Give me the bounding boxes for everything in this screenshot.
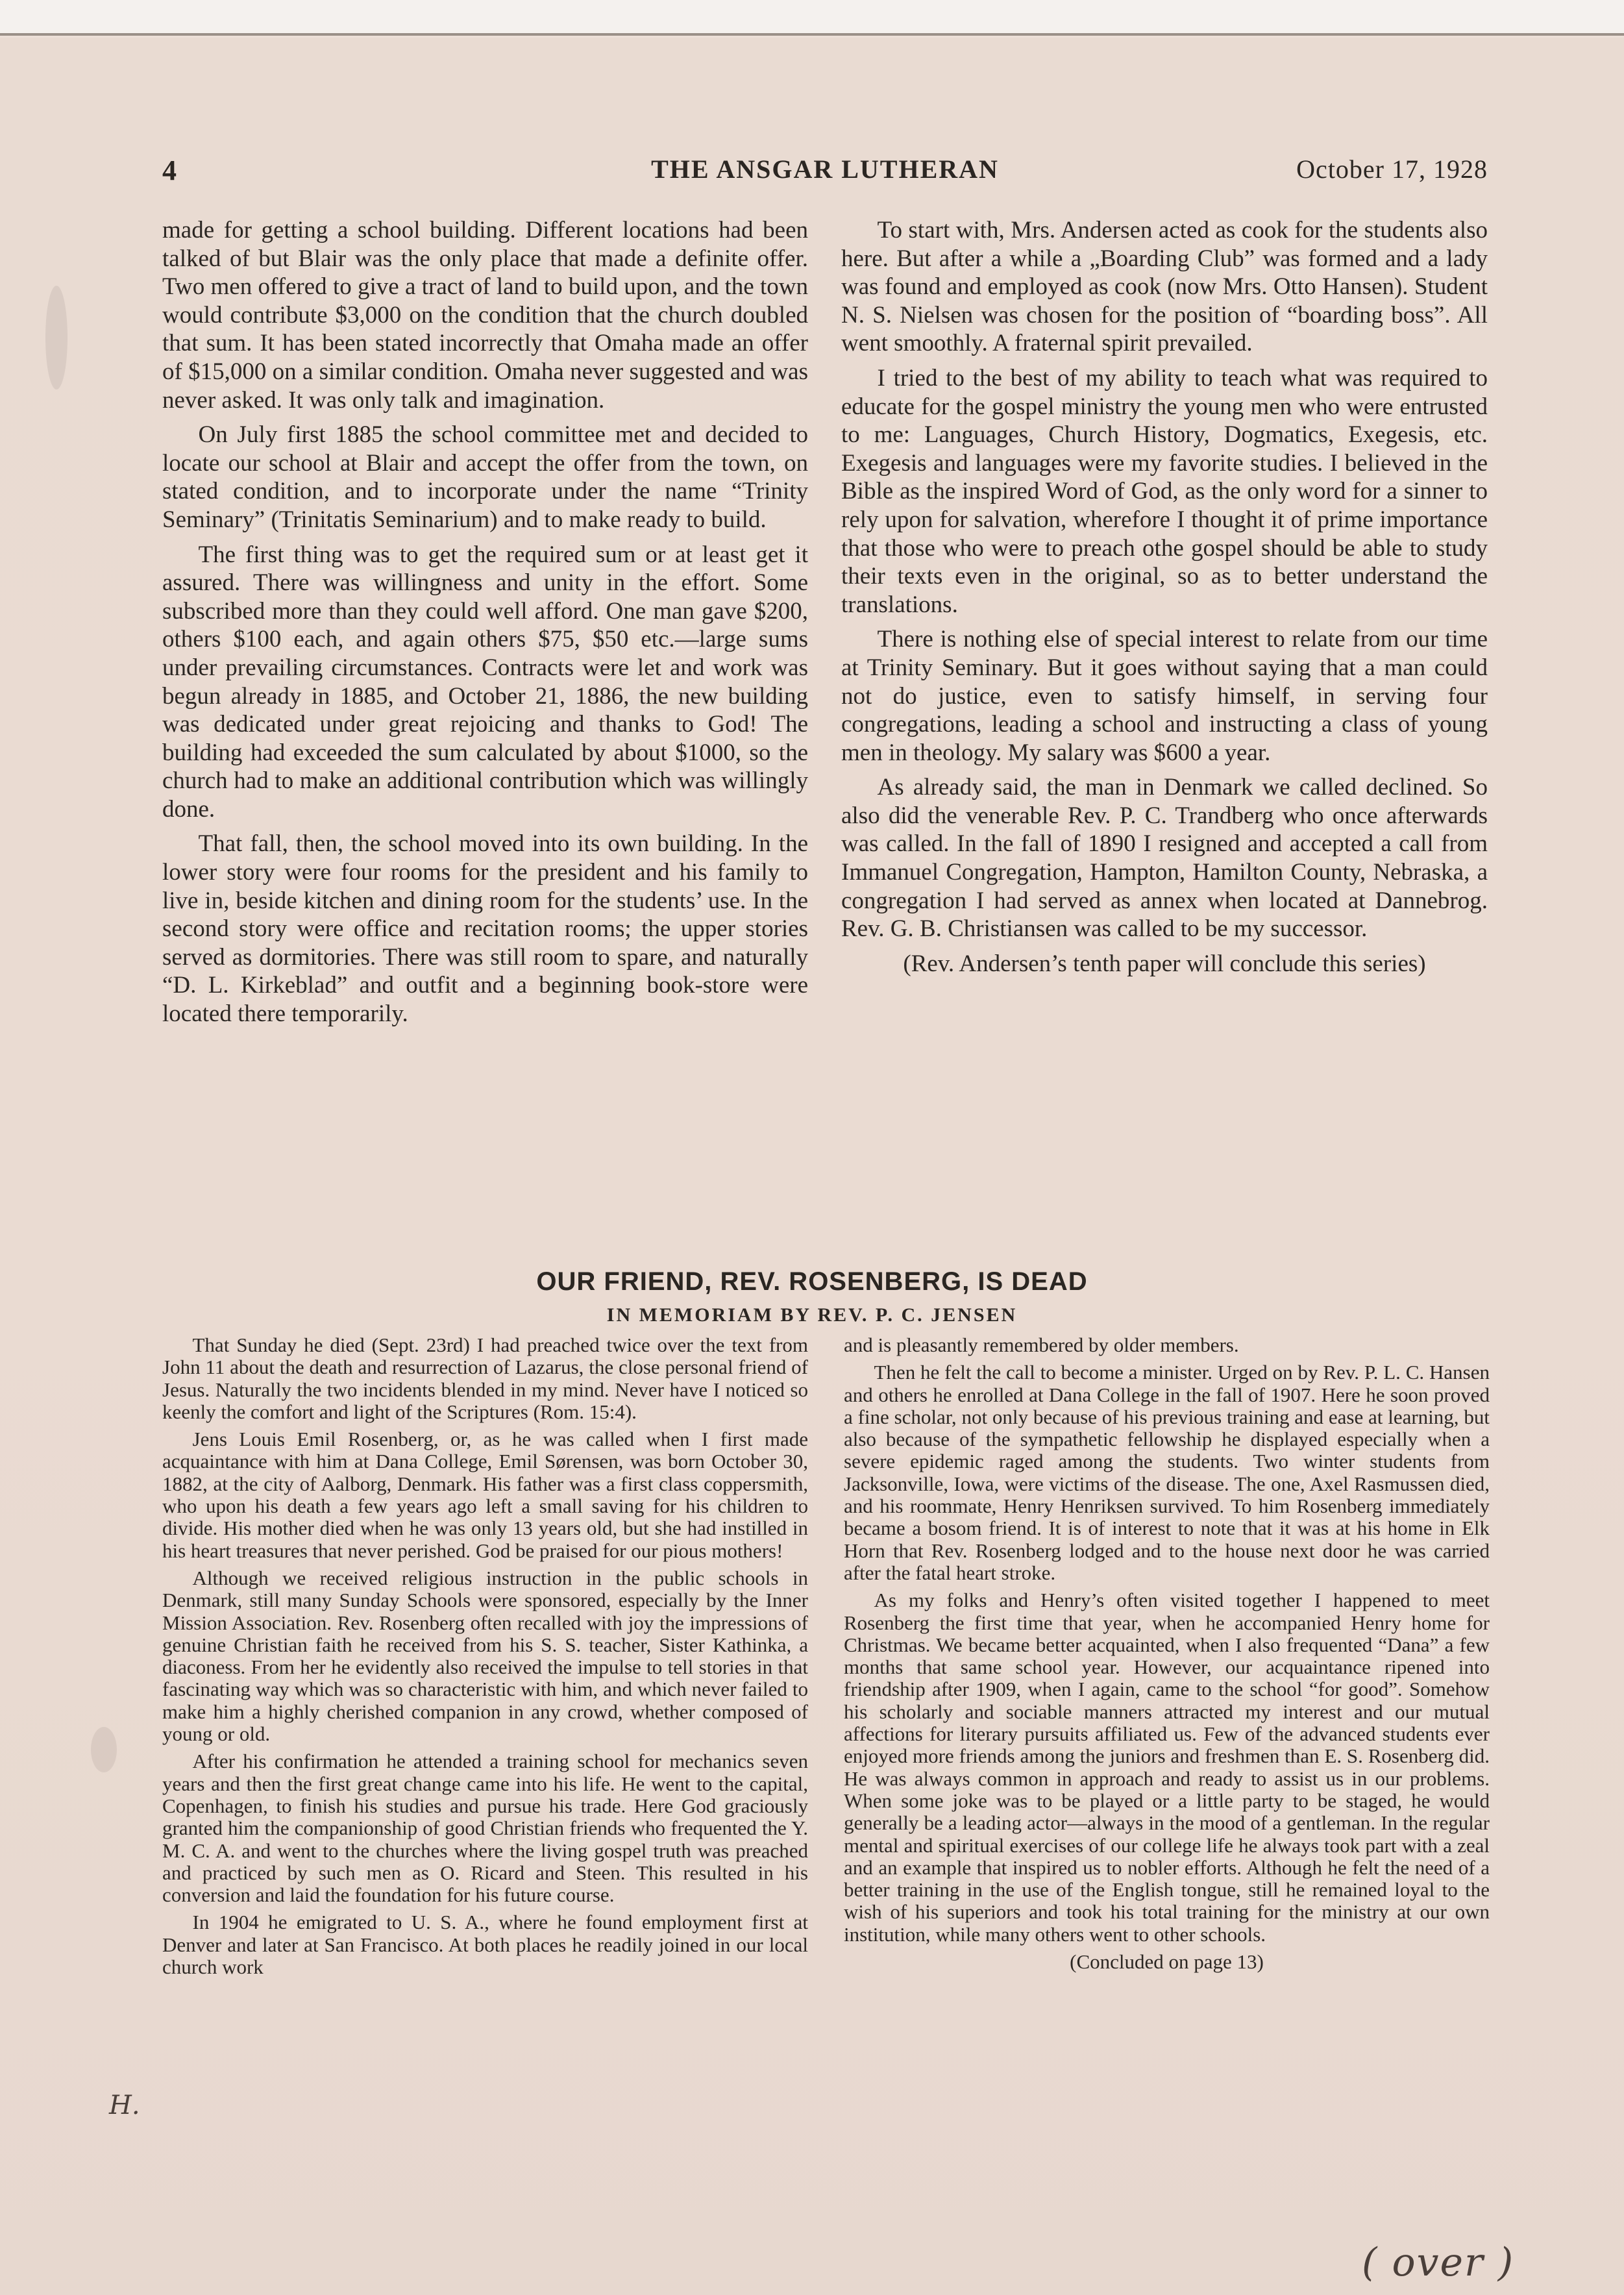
paragraph: As my folks and Henry’s often visited together I happened to meet Rosenberg the first time that year, when he accompanied Henry home for Christmas. We became better acquainted, when I also frequented “Dana” a few months that same school year. However, our acquaintance ripened into friendship after 1909, when I again, came to the school “for good”. Somehow his scholarly and sociable manners attracted my interest and our mutual affections for literary pursuits affiliated us. Few of the advanced students ever enjoyed more friends among the juniors and freshmen than E. S. Rosenberg did. He was always common in approach and ready to assist us in our problems. When some joke was to be played or a little party to be staged, he would generally be a leading actor—always in the mood of a gentleman. In the regular mental and spiritual exercises of our college life he always took part with a zeal and an example that inspired us to nobler efforts. Although he felt the need of a better training in the use of the English tongue, still he remained loyal to the wish of his superiors and took his total training for the ministry at our own institution, while many others went to other schools. <box>844 1589 1490 1946</box>
article-left-column <box>162 1334 808 1983</box>
paragraph: That Sunday he died (Sept. 23rd) I had preached twice over the text from John 11 about the death and resurrection of Lazarus, the close personal friend of Jesus. Naturally the two incidents blended in my mind. Never have I noticed so keenly the comfort and light of the Scriptures (Rom. 15:4). <box>162 1334 808 1423</box>
paragraph: There is nothing else of special interest to relate from our time at Trinity Seminary. But it goes without saying that a man could not do justice, even to satisfy himself, in serving four congregations, leading a school and instructing a class of young men in theology. My salary was $600 a year. <box>841 626 1488 766</box>
paper-stain <box>45 286 68 390</box>
article-byline: IN MEMORIAM BY REV. P. C. JENSEN <box>606 1304 1018 1326</box>
paragraph: After his confirmation he attended a training school for mechanics seven years and then the first great change came into his life. He went to the capital, Copenhagen, to finish his studies and pursue his trade. Here God graciously granted him the companionship of good Christian friends who frequented the Y. M. C. A. and went to the churches where the living gospel truth was preached and practiced by such men as O. Ricard and Steen. This resulted in his conversion and laid the foundation for his future course. <box>162 1750 808 1907</box>
upper-left-column <box>162 216 808 1035</box>
article-title: OUR FRIEND, REV. ROSENBERG, IS DEAD <box>536 1267 1088 1296</box>
paragraph: As already said, the man in Denmark we called declined. So also did the venerable Rev. P. C. Trandberg who once afterwards was called. In the fall of 1890 I resigned and accepted a call from Immanuel Congregation, Hampton, Hamilton County, Nebraska, a congregation I had served as annex when located at Dannebrog. Rev. G. B. Christiansen was called to be my successor. <box>841 774 1488 943</box>
paragraph: Jens Louis Emil Rosenberg, or, as he was called when I first made acquaintance with him at Dana College, Emil Sørensen, was born October 30, 1882, at the city of Aalborg, Denmark. His father was a first class coppersmith, who upon his death a few years ago left a small saving for his children to divide. His mother died when he was only 13 years old, but she had instilled in his heart treasures that never perished. God be praised for our pious mothers! <box>162 1428 808 1562</box>
page-header <box>162 154 1488 193</box>
paragraph: Although we received religious instruction in the public schools in Denmark, still many Sunday Schools were sponsored, especially by the Inner Mission Association. Rev. Rosenberg often recalled with joy the impressions of genuine Christian faith he received from his S. S. teacher, Sister Kathinka, a diaconess. From her he evidently also received the impulse to tell stories in that fascinating way which was so characteristic with him, and which never failed to make him a highly cherished companion in any crowd, whether composed of young or old. <box>162 1566 808 1746</box>
paragraph: That fall, then, the school moved into its own building. In the lower story were four rooms for the president and his family to live in, beside kitchen and dining room for the students’ use. In the second story were office and recitation rooms; the upper stories served as dormitories. There was still room to spare, and naturally “D. L. Kirkeblad” and outfit and a beginning book-store were located there temporarily. <box>162 830 808 1028</box>
scan-top-strip <box>0 0 1624 36</box>
paragraph: In 1904 he emigrated to U. S. A., where he found employment first at Denver and later at San Francisco. At both places he readily joined in our local church work <box>162 1911 808 1979</box>
series-note: (Rev. Andersen’s tenth paper will conclude this series) <box>903 950 1426 977</box>
paragraph: To start with, Mrs. Andersen acted as cook for the students also here. But after a while a „Boarding Club” was formed and a lady was found and employed as cook (now Mrs. Otto Hansen). Student N. S. Nielsen was chosen for the position of “boarding boss”. All went smoothly. A fraternal spirit prevailed. <box>841 217 1488 357</box>
paragraph: made for getting a school building. Different locations had been talked of but Blair was the only place that made a definite offer. Two men offered to give a tract of land to build upon, and the town would contribute $3,000 on the condition that the church doubled that sum. It has been stated incorrectly that Omaha made an offer of $15,000 on a similar condition. Omaha never suggested and was never asked. It was only talk and imagination. <box>162 217 808 414</box>
upper-right-column <box>841 216 1488 984</box>
paragraph: On July first 1885 the school committee met and decided to locate our school at Blair and accept the offer from the town, on stated condition, and to incorporate under the name “Trinity Seminary” (Trinitatis Seminarium) and to make ready to build. <box>162 421 808 533</box>
paragraph: Then he felt the call to become a minister. Urged on by Rev. P. L. C. Hansen and others he enrolled at Dana College in the fall of 1907. Here he soon proved a fine scholar, not only because of his previous training and ease at learning, but also because of the sympathetic fellowship he displayed especially when a severe epidemic raged among the students. Two winter students from Jacksonville, Iowa, were victims of the disease. The one, Axel Rasmussen died, and his roommate, Henry Henriksen survived. To him Rosenberg immediately became a bosom friend. It is of interest to note that it was at his home in Elk Horn that Rev. Rosenberg lodged and to the house next door he was carried after the fatal heart stroke. <box>844 1361 1490 1584</box>
handwritten-margin-initial: H. <box>109 2090 140 2120</box>
publication-title: THE ANSGAR LUTHERAN <box>651 155 999 184</box>
handwritten-over-note: ( over ) <box>1362 2240 1515 2285</box>
paragraph: I tried to the best of my ability to teach what was required to educate for the gospel ministry the young men who were entrusted to me: Languages, Church History, Dogmatics, Exegesis, etc. Exegesis and languages were my favorite studies. I believed in the Bible as the inspired Word of God, as the only word for a sinner to rely upon for salvation, wherefore I thought it of prime importance that those who were to preach othe gospel should be able to study their texts even in the original, so as to better understand the translations. <box>841 364 1488 618</box>
article-right-column <box>844 1334 1490 1978</box>
paragraph: and is pleasantly remembered by older members. <box>844 1334 1239 1356</box>
continuation-note: (Concluded on page 13) <box>1070 1950 1264 1974</box>
page-number: 4 <box>162 155 177 186</box>
issue-date: October 17, 1928 <box>1296 155 1488 184</box>
paper-stain <box>91 1727 117 1772</box>
paragraph: The first thing was to get the required sum or at least get it assured. There was willingness and unity in the effort. Some subscribed more than they could well afford. One man gave $200, others $100 each, and again others $75, $50 etc.—large sums under prevailing circumstances. Contracts were let and work was begun already in 1885, and October 21, 1886, the new building was dedicated under great rejoicing and thanks to God! The building had exceeded the sum calculated by about $1000, so the church had to make an additional contribution which was willingly done. <box>162 541 808 823</box>
